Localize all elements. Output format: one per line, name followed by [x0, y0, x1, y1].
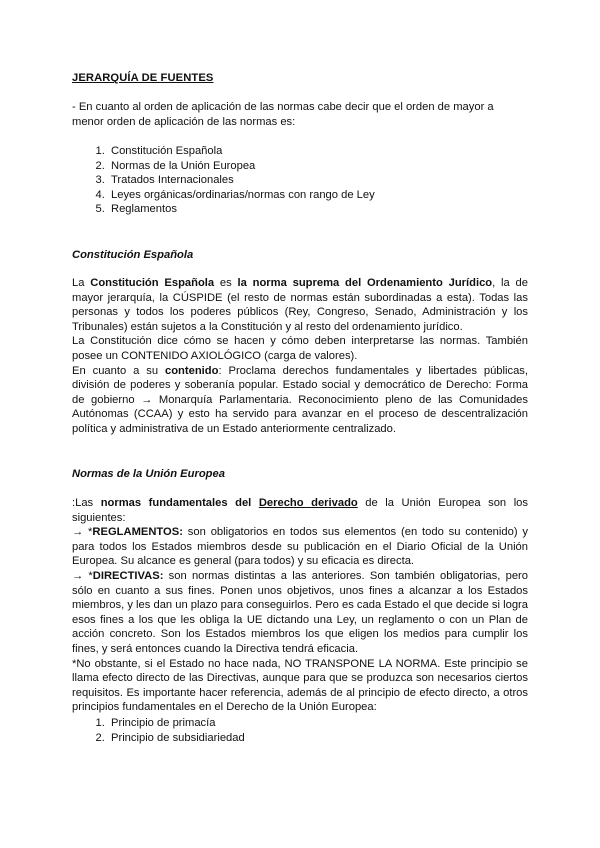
arrow-marker: → * [72, 526, 93, 539]
constitucion-paragraph-1 [72, 276, 528, 334]
arrow-marker: → * [72, 569, 93, 582]
list-item: 1. Principio de primacía [108, 716, 528, 731]
principles-list-block [72, 716, 528, 745]
union-europea-section-text [72, 496, 528, 715]
bold-text: Constitución Española [90, 277, 215, 289]
text-run: es [214, 277, 238, 289]
text-run: son obligatorios en todos sus elementos (en todo su contenido) y para todos los Estados miembros desde su publicación en el Diario Oficial de la Unión Europea. Su alcance es general (para todos) y su eficacia es directa. [72, 526, 528, 568]
document-title: JERARQUÍA DE FUENTES [72, 72, 214, 84]
intro-paragraph: - En cuanto al orden de aplicación de las normas cabe decir que el orden de mayor a menor orden de aplicación de las normas es: [72, 101, 494, 128]
ue-paragraph-efecto-directo: *No obstante, si el Estado no hace nada, NO TRANSPONE LA NORMA. Este principio se llama efecto directo de las Directivas, aunque para que se produzca son necesarios ciertos requisitos. Es importante hacer referencia, además de al principio de efecto directo, a otros principios fundamentales en el Derecho de la Unión Europea: [72, 657, 528, 714]
bold-text: REGLAMENTOS: [92, 526, 183, 539]
hierarchy-list-block [72, 144, 528, 217]
section-heading-constitucion: Constitución Española [72, 249, 194, 261]
constitucion-paragraph-2: La Constitución dice cómo se hacen y cómo deben interpretarse las normas. También posee un CONTENIDO AXIOLÓGICO (carga de valores). [72, 335, 528, 362]
text-run: :Las [72, 497, 101, 509]
principles-list [72, 716, 528, 745]
text-run: , la de mayor jerarquía, la CÚSPIDE (el resto de normas están subordinadas a esta). Todas las personas y todos los poderes públicos (Rey, Congreso, Senado, Administración y los Tribunales) están sujetos a la Constitución y al resto del ordenamiento jurídico. [72, 277, 528, 333]
list-item: 3. Tratados Internacionales [108, 173, 528, 188]
bold-text: DIRECTIVAS: [92, 569, 164, 582]
ue-paragraph-directivas [72, 569, 528, 657]
bold-text: la norma suprema del Ordenamiento Jurídico [237, 277, 493, 289]
text-run: son normas distintas a las anteriores. Son también obligatorias, pero sólo en cuanto a sus fines. Ponen unos objetivos, unos fines a alcanzar a los Estados miembros, y les dan un plazo para conseguirlos. Pero es cada Estado el que decide si logra esos fines a los que les obliga la UE dictando una Ley, un reglamento o con un Plan de acción concreto. Son los Estados miembros los que eligen los medios para cumplir los fines, y será entonces cuando la Directiva tendrá eficacia. [72, 569, 528, 655]
ue-paragraph-1 [72, 496, 528, 525]
ue-paragraph-reglamentos [72, 525, 528, 569]
text-run: La [72, 277, 91, 289]
text-run: En cuanto a su [72, 364, 165, 377]
section-heading-union-europea: Normas de la Unión Europea [72, 468, 225, 480]
list-item: 2. Normas de la Unión Europea [108, 159, 528, 174]
hierarchy-list [72, 144, 528, 217]
bold-underlined-text: Derecho derivado [258, 497, 358, 509]
constitucion-paragraph-3 [72, 364, 528, 437]
bold-text: normas fundamentales del [100, 497, 259, 509]
list-item: 2. Principio de subsidiariedad [108, 731, 528, 746]
text-run: de la Unión Europea son los siguientes: [72, 497, 528, 524]
list-item: 1. Constitución Española [108, 144, 528, 159]
list-item: 5. Reglamentos [108, 202, 528, 217]
bold-text: contenido [165, 364, 219, 377]
text-run: : Proclama derechos fundamentales y libertades públicas, división de poderes y soberanía popular. Estado social y democrático de Derecho: Forma de gobierno → Monarquía Parlamentaria. Reconocimiento pleno de las Comunidades Autónomas (CCAA) y esto ha servido para avanzar en el proceso de descentralización política y administrativa de un Estado anteriormente centralizado. [72, 364, 528, 435]
list-item: 4. Leyes orgánicas/ordinarias/normas con rango de Ley [108, 188, 528, 203]
constitucion-section-text [72, 276, 528, 437]
